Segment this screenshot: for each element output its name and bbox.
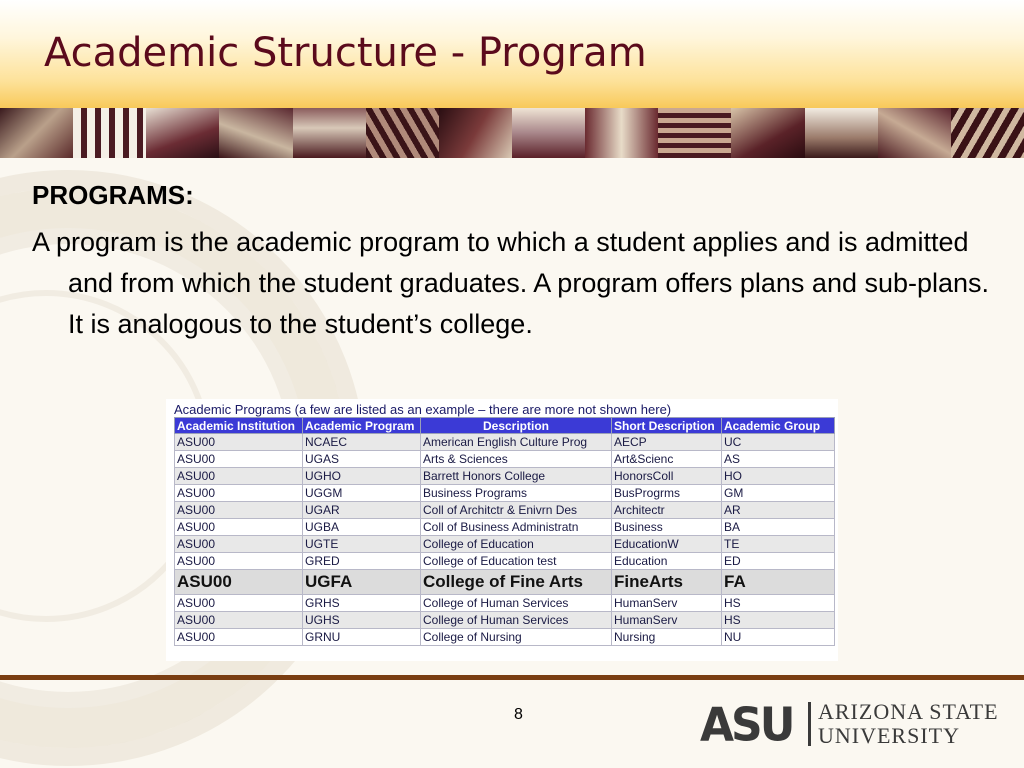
- table-cell: Coll of Business Administratn: [421, 519, 612, 536]
- table-cell: College of Education: [421, 536, 612, 553]
- asu-logo-wordmark: [818, 700, 999, 748]
- table-cell: ED: [722, 553, 835, 570]
- table-cell: AR: [722, 502, 835, 519]
- table-cell: American English Culture Prog: [421, 434, 612, 451]
- table-row: [175, 519, 835, 536]
- table-row: [175, 502, 835, 519]
- banner-photo: [951, 108, 1024, 158]
- table-cell: TE: [722, 536, 835, 553]
- table-cell: UGTE: [303, 536, 421, 553]
- banner-photo: [439, 108, 512, 158]
- table-body: [175, 434, 835, 646]
- slide-title: Academic Structure - Program: [44, 30, 647, 76]
- table-cell: UGAS: [303, 451, 421, 468]
- table-cell: UC: [722, 434, 835, 451]
- table-cell: AECP: [612, 434, 722, 451]
- table-cell: HumanServ: [612, 612, 722, 629]
- column-header: Description: [421, 418, 612, 434]
- banner-photo: [0, 108, 73, 158]
- banner-photo: [878, 108, 951, 158]
- table-cell: BA: [722, 519, 835, 536]
- table-cell: College of Human Services: [421, 595, 612, 612]
- section-heading: PROGRAMS:: [32, 180, 194, 210]
- table-row: [175, 612, 835, 629]
- table-cell: ASU00: [175, 595, 303, 612]
- slide-body: [32, 175, 992, 345]
- table-cell: NCAEC: [303, 434, 421, 451]
- table-cell: UGHS: [303, 612, 421, 629]
- page-number: 8: [514, 706, 523, 723]
- table-cell: EducationW: [612, 536, 722, 553]
- body-paragraph: A program is the academic program to which a student applies and is admitted and from which the student graduates. A program offers plans and sub-plans. It is analogous to the student’s college.: [32, 227, 990, 339]
- table-row: [175, 595, 835, 612]
- figure-caption: Academic Programs (a few are listed as an example – there are more not shown here): [174, 402, 672, 417]
- table-row: [175, 570, 835, 595]
- banner-photo: [585, 108, 658, 158]
- table-cell: UGFA: [303, 570, 421, 595]
- table-cell: HS: [722, 612, 835, 629]
- column-header: Academic Institution: [175, 418, 303, 434]
- table-cell: UGHO: [303, 468, 421, 485]
- table-cell: GRED: [303, 553, 421, 570]
- banner-photo: [146, 108, 219, 158]
- table-row: [175, 468, 835, 485]
- table-cell: FA: [722, 570, 835, 595]
- table-cell: Arts & Sciences: [421, 451, 612, 468]
- table-cell: ASU00: [175, 629, 303, 646]
- table-cell: Art&Scienc: [612, 451, 722, 468]
- table-row: [175, 553, 835, 570]
- table-cell: GRHS: [303, 595, 421, 612]
- table-cell: Education: [612, 553, 722, 570]
- column-header: Academic Group: [722, 418, 835, 434]
- table-cell: HonorsColl: [612, 468, 722, 485]
- table-cell: ASU00: [175, 451, 303, 468]
- table-cell: ASU00: [175, 570, 303, 595]
- table-cell: UGBA: [303, 519, 421, 536]
- banner-photo: [658, 108, 731, 158]
- table-cell: UGAR: [303, 502, 421, 519]
- table-header-row: [175, 418, 835, 434]
- table-cell: HumanServ: [612, 595, 722, 612]
- banner-photo: [805, 108, 878, 158]
- table-cell: NU: [722, 629, 835, 646]
- table-row: [175, 536, 835, 553]
- table-row: [175, 434, 835, 451]
- table-cell: FineArts: [612, 570, 722, 595]
- table-cell: Business Programs: [421, 485, 612, 502]
- table-cell: ASU00: [175, 553, 303, 570]
- photo-banner: [0, 108, 1024, 158]
- banner-photo: [73, 108, 146, 158]
- table-cell: ASU00: [175, 468, 303, 485]
- table-cell: ASU00: [175, 536, 303, 553]
- slide-header: [0, 0, 1024, 108]
- programs-figure: [166, 399, 838, 661]
- logo-line-1: ARIZONA STATE: [818, 699, 999, 724]
- logo-line-2: UNIVERSITY: [818, 723, 960, 748]
- table-cell: ASU00: [175, 434, 303, 451]
- table-cell: College of Nursing: [421, 629, 612, 646]
- column-header: Academic Program: [303, 418, 421, 434]
- table-row: [175, 629, 835, 646]
- table-cell: Barrett Honors College: [421, 468, 612, 485]
- programs-table: [174, 417, 835, 646]
- table-cell: BusProgrms: [612, 485, 722, 502]
- table-cell: GM: [722, 485, 835, 502]
- column-header: Short Description: [612, 418, 722, 434]
- banner-photo: [293, 108, 366, 158]
- asu-logo: [700, 698, 1000, 753]
- table-cell: ASU00: [175, 612, 303, 629]
- table-cell: ASU00: [175, 502, 303, 519]
- banner-photo: [366, 108, 439, 158]
- table-row: [175, 451, 835, 468]
- table-cell: GRNU: [303, 629, 421, 646]
- table-cell: College of Human Services: [421, 612, 612, 629]
- table-cell: Nursing: [612, 629, 722, 646]
- banner-photo: [219, 108, 292, 158]
- table-cell: HS: [722, 595, 835, 612]
- banner-photo: [512, 108, 585, 158]
- banner-photo: [731, 108, 804, 158]
- table-cell: ASU00: [175, 519, 303, 536]
- table-cell: Coll of Architctr & Enivrn Des: [421, 502, 612, 519]
- table-row: [175, 485, 835, 502]
- table-cell: Architectr: [612, 502, 722, 519]
- table-cell: ASU00: [175, 485, 303, 502]
- logo-divider: [808, 702, 811, 746]
- table-cell: Business: [612, 519, 722, 536]
- asu-logo-mark: ASU: [700, 698, 793, 753]
- table-cell: AS: [722, 451, 835, 468]
- footer-divider: [0, 675, 1024, 680]
- table-cell: UGGM: [303, 485, 421, 502]
- table-cell: College of Fine Arts: [421, 570, 612, 595]
- table-cell: College of Education test: [421, 553, 612, 570]
- table-cell: HO: [722, 468, 835, 485]
